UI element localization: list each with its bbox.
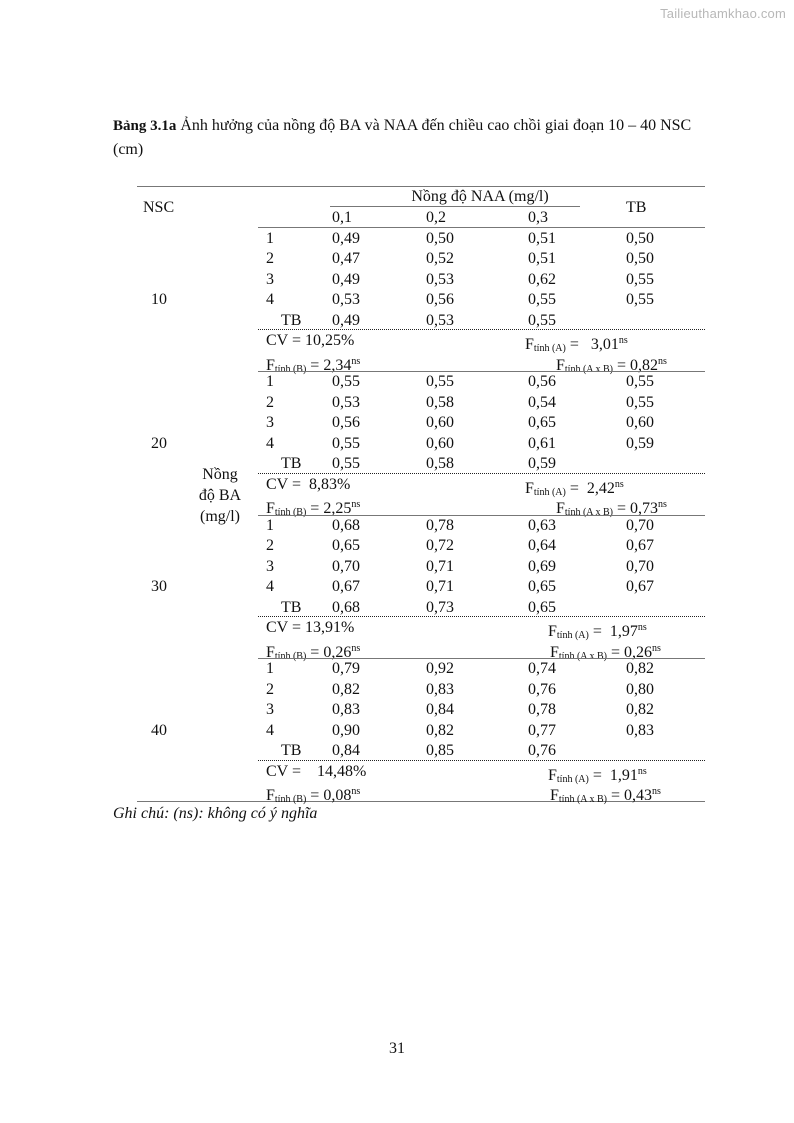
ba-level: 4 — [266, 578, 274, 595]
cell-naa-3: 0,51 — [528, 229, 556, 247]
ba-level: 2 — [266, 680, 274, 698]
mean-naa-2: 0,85 — [426, 742, 454, 759]
f-subscript: tính (A x B) — [564, 507, 613, 518]
cell-naa-3: 0,74 — [528, 660, 556, 677]
nsc-value: 10 — [151, 291, 167, 308]
f-symbol: F — [266, 643, 275, 661]
f-symbol: F — [266, 500, 275, 517]
cell-naa-3: 0,51 — [528, 250, 556, 267]
cell-row-mean: 0,82 — [626, 701, 654, 718]
cell-naa-1: 0,65 — [332, 537, 360, 554]
cell-naa-3: 0,69 — [528, 557, 556, 575]
cell-naa-3: 0,63 — [528, 516, 556, 534]
cell-naa-2: 0,60 — [426, 414, 454, 431]
watermark: Tailieuthamkhao.com — [660, 6, 786, 21]
cell-naa-1: 0,82 — [332, 680, 360, 698]
f-superscript: ns — [658, 355, 667, 367]
stats-separator — [258, 616, 705, 617]
cell-naa-3: 0,56 — [528, 373, 556, 390]
f-superscript: ns — [351, 786, 361, 797]
cell-naa-2: 0,50 — [426, 229, 454, 247]
ba-level: 3 — [266, 414, 274, 431]
nsc-value: 30 — [151, 578, 167, 595]
cell-naa-3: 0,54 — [528, 393, 556, 411]
cell-naa-1: 0,53 — [332, 291, 360, 308]
f-symbol: F — [548, 766, 557, 784]
cell-naa-2: 0,58 — [426, 393, 454, 411]
f-subscript: tính (A) — [533, 486, 566, 498]
ba-level: 3 — [266, 701, 274, 718]
cell-row-mean: 0,50 — [626, 250, 654, 267]
header-naa-level-1: 0,1 — [332, 209, 352, 226]
f-subscript: tính (A) — [533, 343, 566, 354]
footnote: Ghi chú: (ns): không có ý nghĩa — [113, 805, 318, 822]
ba-level: 1 — [266, 229, 274, 247]
cell-naa-2: 0,53 — [426, 270, 454, 288]
cell-naa-1: 0,79 — [332, 660, 360, 677]
cell-naa-1: 0,68 — [332, 516, 360, 534]
f-value: = 2,42 — [565, 479, 615, 497]
mean-naa-3: 0,76 — [528, 742, 556, 759]
cell-row-mean: 0,83 — [626, 721, 654, 739]
cv-value: CV = 14,48% — [266, 762, 367, 780]
cell-naa-2: 0,56 — [426, 291, 454, 308]
nsc-value: 20 — [151, 434, 167, 452]
mean-label: TB — [281, 598, 302, 616]
f-superscript: ns — [351, 642, 361, 654]
f-subscript: tính (B) — [274, 363, 307, 375]
cv-value: CV = 13,91% — [266, 619, 355, 636]
f-value: = 2,34 — [306, 356, 352, 374]
cell-naa-3: 0,78 — [528, 701, 556, 718]
mean-naa-1: 0,68 — [332, 598, 360, 616]
stats-separator — [258, 473, 705, 474]
cell-naa-1: 0,67 — [332, 578, 360, 595]
f-value: = 0,26 — [606, 643, 652, 661]
f-symbol: F — [525, 336, 534, 353]
caption-label: Bảng 3.1a — [113, 118, 177, 134]
f-value: = 0,26 — [306, 643, 352, 661]
mean-naa-2: 0,58 — [426, 455, 454, 472]
header-naa-level-2: 0,2 — [426, 209, 446, 226]
f-superscript: ns — [351, 355, 361, 367]
header-tb: TB — [626, 199, 647, 216]
ba-label-line-3: (mg/l) — [200, 508, 240, 525]
f-superscript: ns — [658, 499, 667, 510]
cell-naa-2: 0,82 — [426, 721, 454, 739]
cell-naa-1: 0,53 — [332, 393, 360, 411]
ba-level: 3 — [266, 557, 274, 575]
f-subscript: tính (A) — [556, 630, 589, 641]
ba-level: 2 — [266, 393, 274, 411]
stats-separator — [258, 329, 705, 330]
table-caption — [113, 114, 713, 162]
f-symbol: F — [556, 500, 565, 517]
cell-naa-2: 0,60 — [426, 434, 454, 452]
f-value: = 2,25 — [306, 500, 352, 517]
cell-row-mean: 0,50 — [626, 229, 654, 247]
cell-row-mean: 0,55 — [626, 373, 654, 390]
cell-row-mean: 0,67 — [626, 537, 654, 554]
ba-level: 1 — [266, 516, 274, 534]
mean-naa-3: 0,55 — [528, 311, 556, 329]
cell-row-mean: 0,70 — [626, 557, 654, 575]
ba-level: 4 — [266, 291, 274, 308]
mean-naa-1: 0,49 — [332, 311, 360, 329]
ba-level: 1 — [266, 373, 274, 390]
f-symbol: F — [548, 623, 557, 640]
cell-naa-3: 0,65 — [528, 578, 556, 595]
cell-naa-2: 0,55 — [426, 373, 454, 390]
f-value: = 0,08 — [306, 787, 352, 804]
cell-row-mean: 0,70 — [626, 516, 654, 534]
f-superscript: ns — [618, 335, 628, 346]
cell-naa-1: 0,83 — [332, 701, 360, 718]
caption-text: Ảnh hưởng của nồng độ BA và NAA đến chiều cao chồi giai đoạn 10 – 40 NSC (cm) — [113, 117, 692, 158]
cell-naa-2: 0,71 — [426, 557, 454, 575]
mean-naa-1: 0,84 — [332, 742, 360, 759]
f-superscript: ns — [637, 765, 647, 777]
header-naa: Nồng độ NAA (mg/l) — [411, 188, 549, 205]
cell-naa-1: 0,49 — [332, 270, 360, 288]
ba-label-line-2: độ BA — [198, 487, 242, 504]
f-value: = 0,43 — [606, 787, 652, 804]
f-symbol: F — [525, 479, 534, 497]
mean-label: TB — [281, 455, 302, 472]
cell-naa-2: 0,83 — [426, 680, 454, 698]
cell-naa-3: 0,61 — [528, 434, 556, 452]
cell-naa-1: 0,47 — [332, 250, 360, 267]
cell-naa-2: 0,72 — [426, 537, 454, 554]
cell-naa-2: 0,52 — [426, 250, 454, 267]
cell-naa-2: 0,84 — [426, 701, 454, 718]
f-value: = 1,91 — [588, 766, 638, 784]
ba-label-line-1: Nồng — [202, 466, 238, 483]
f-subscript: tính (A x B) — [558, 794, 607, 805]
nsc-value: 40 — [151, 721, 167, 739]
f-symbol: F — [266, 356, 275, 374]
f-superscript: ns — [614, 478, 624, 490]
f-subscript: tính (A) — [556, 773, 589, 785]
cv-value: CV = 10,25% — [266, 332, 355, 349]
ba-level: 1 — [266, 660, 274, 677]
cell-naa-3: 0,55 — [528, 291, 556, 308]
ba-level: 3 — [266, 270, 274, 288]
mean-label: TB — [281, 742, 302, 759]
f-value: = 0,73 — [612, 500, 658, 517]
f-symbol: F — [550, 643, 559, 661]
cell-row-mean: 0,59 — [626, 434, 654, 452]
f-value: = 3,01 — [565, 336, 619, 353]
cell-naa-3: 0,62 — [528, 270, 556, 288]
cell-naa-3: 0,64 — [528, 537, 556, 554]
cell-row-mean: 0,67 — [626, 578, 654, 595]
cell-naa-1: 0,55 — [332, 373, 360, 390]
f-symbol: F — [550, 787, 559, 804]
f-superscript: ns — [652, 786, 661, 797]
cell-row-mean: 0,80 — [626, 680, 654, 698]
cell-naa-2: 0,92 — [426, 660, 454, 677]
mean-naa-3: 0,59 — [528, 455, 556, 472]
f-symbol: F — [266, 787, 275, 804]
cell-naa-1: 0,55 — [332, 434, 360, 452]
f-value: = 0,82 — [612, 356, 658, 374]
ba-level: 4 — [266, 721, 274, 739]
page-number: 31 — [389, 1040, 405, 1057]
mean-naa-2: 0,53 — [426, 311, 454, 329]
cell-row-mean: 0,82 — [626, 660, 654, 677]
f-symbol: F — [556, 356, 565, 374]
cell-naa-2: 0,71 — [426, 578, 454, 595]
f-subscript: tính (A x B) — [564, 363, 613, 375]
f-subscript: tính (B) — [274, 650, 307, 662]
cell-naa-1: 0,70 — [332, 557, 360, 575]
cell-naa-1: 0,90 — [332, 721, 360, 739]
f-superscript: ns — [652, 642, 661, 654]
cell-naa-3: 0,76 — [528, 680, 556, 698]
ba-level: 4 — [266, 434, 274, 452]
mean-label: TB — [281, 311, 302, 329]
mean-naa-3: 0,65 — [528, 598, 556, 616]
cell-row-mean: 0,60 — [626, 414, 654, 431]
f-value: = 1,97 — [588, 623, 638, 640]
f-subscript: tính (B) — [274, 794, 307, 805]
f-subscript: tính (A x B) — [558, 650, 607, 662]
cell-row-mean: 0,55 — [626, 393, 654, 411]
f-subscript: tính (B) — [274, 507, 307, 518]
mean-naa-1: 0,55 — [332, 455, 360, 472]
cell-naa-2: 0,78 — [426, 516, 454, 534]
f-superscript: ns — [351, 499, 361, 510]
cv-value: CV = 8,83% — [266, 475, 351, 493]
header-nsc: NSC — [143, 199, 175, 216]
f-ab-stat — [550, 782, 661, 810]
stats-separator — [258, 760, 705, 761]
ba-level: 2 — [266, 537, 274, 554]
cell-row-mean: 0,55 — [626, 270, 654, 288]
cell-naa-3: 0,77 — [528, 721, 556, 739]
cell-naa-1: 0,49 — [332, 229, 360, 247]
header-naa-underline — [330, 206, 580, 207]
cell-naa-3: 0,65 — [528, 414, 556, 431]
ba-level: 2 — [266, 250, 274, 267]
mean-naa-2: 0,73 — [426, 598, 454, 616]
cell-row-mean: 0,55 — [626, 291, 654, 308]
header-naa-level-3: 0,3 — [528, 209, 548, 226]
cell-naa-1: 0,56 — [332, 414, 360, 431]
f-superscript: ns — [637, 622, 647, 633]
